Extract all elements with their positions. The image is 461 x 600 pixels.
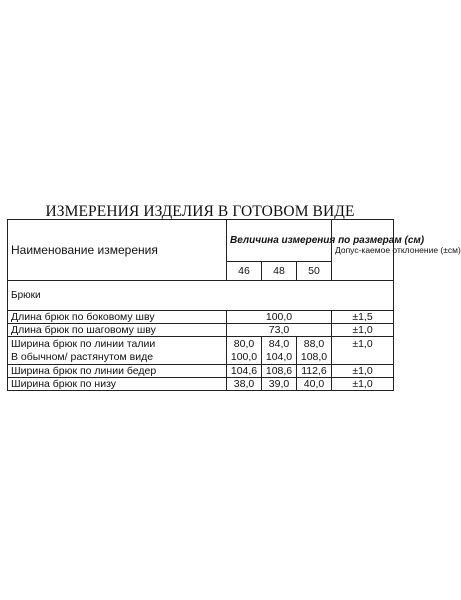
row-tolerance: ±1,0 [332,324,394,337]
table-header-row [8,220,394,262]
table-row [8,378,394,391]
row-value-50: 40,0 [297,378,332,391]
section-label: Брюки [8,281,394,311]
value-50-normal: 88,0 [303,337,325,350]
row-name [8,337,227,365]
value-48-normal: 84,0 [268,337,290,350]
row-tolerance: ±1,0 [332,378,394,391]
value-46-normal: 80,0 [233,337,255,350]
column-header-name: Наименование измерения [8,220,227,281]
row-tolerance: ±1,0 [332,337,394,365]
row-name: Длина брюк по шаговому шву [8,324,227,337]
table-row [8,311,394,324]
row-value-merged: 73,0 [227,324,332,337]
row-value-50: 112,6 [297,365,332,378]
value-48-stretched: 104,0 [265,350,293,363]
row-name-line1: Ширина брюк по линии талии [11,337,156,350]
row-value-48: 108,6 [262,365,297,378]
table-row [8,324,394,337]
section-row [8,281,394,311]
size-50: 50 [297,262,332,281]
row-value-48: 39,0 [262,378,297,391]
row-value-50 [297,337,332,365]
row-value-46: 104,6 [227,365,262,378]
page-title: ИЗМЕРЕНИЯ ИЗДЕЛИЯ В ГОТОВОМ ВИДЕ [45,203,355,220]
row-value-46: 38,0 [227,378,262,391]
column-header-tolerance: Допус-каемое отклонение (±см) [332,220,394,281]
table-row [8,337,394,365]
row-value-46 [227,337,262,365]
size-48: 48 [262,262,297,281]
column-header-sizes: Величина измерения по размерам (см) [227,220,332,262]
row-name: Ширина брюк по линии бедер [8,365,227,378]
value-50-stretched: 108,0 [300,350,328,363]
value-46-stretched: 100,0 [230,350,258,363]
row-value-merged: 100,0 [227,311,332,324]
row-name: Длина брюк по боковому шву [8,311,227,324]
size-46: 46 [227,262,262,281]
table-row [8,365,394,378]
row-value-48 [262,337,297,365]
row-name-line2: В обычном/ растянутом виде [11,350,154,363]
measurements-table [7,219,461,391]
row-tolerance: ±1,5 [332,311,394,324]
row-name: Ширина брюк по низу [8,378,227,391]
row-tolerance: ±1,0 [332,365,394,378]
